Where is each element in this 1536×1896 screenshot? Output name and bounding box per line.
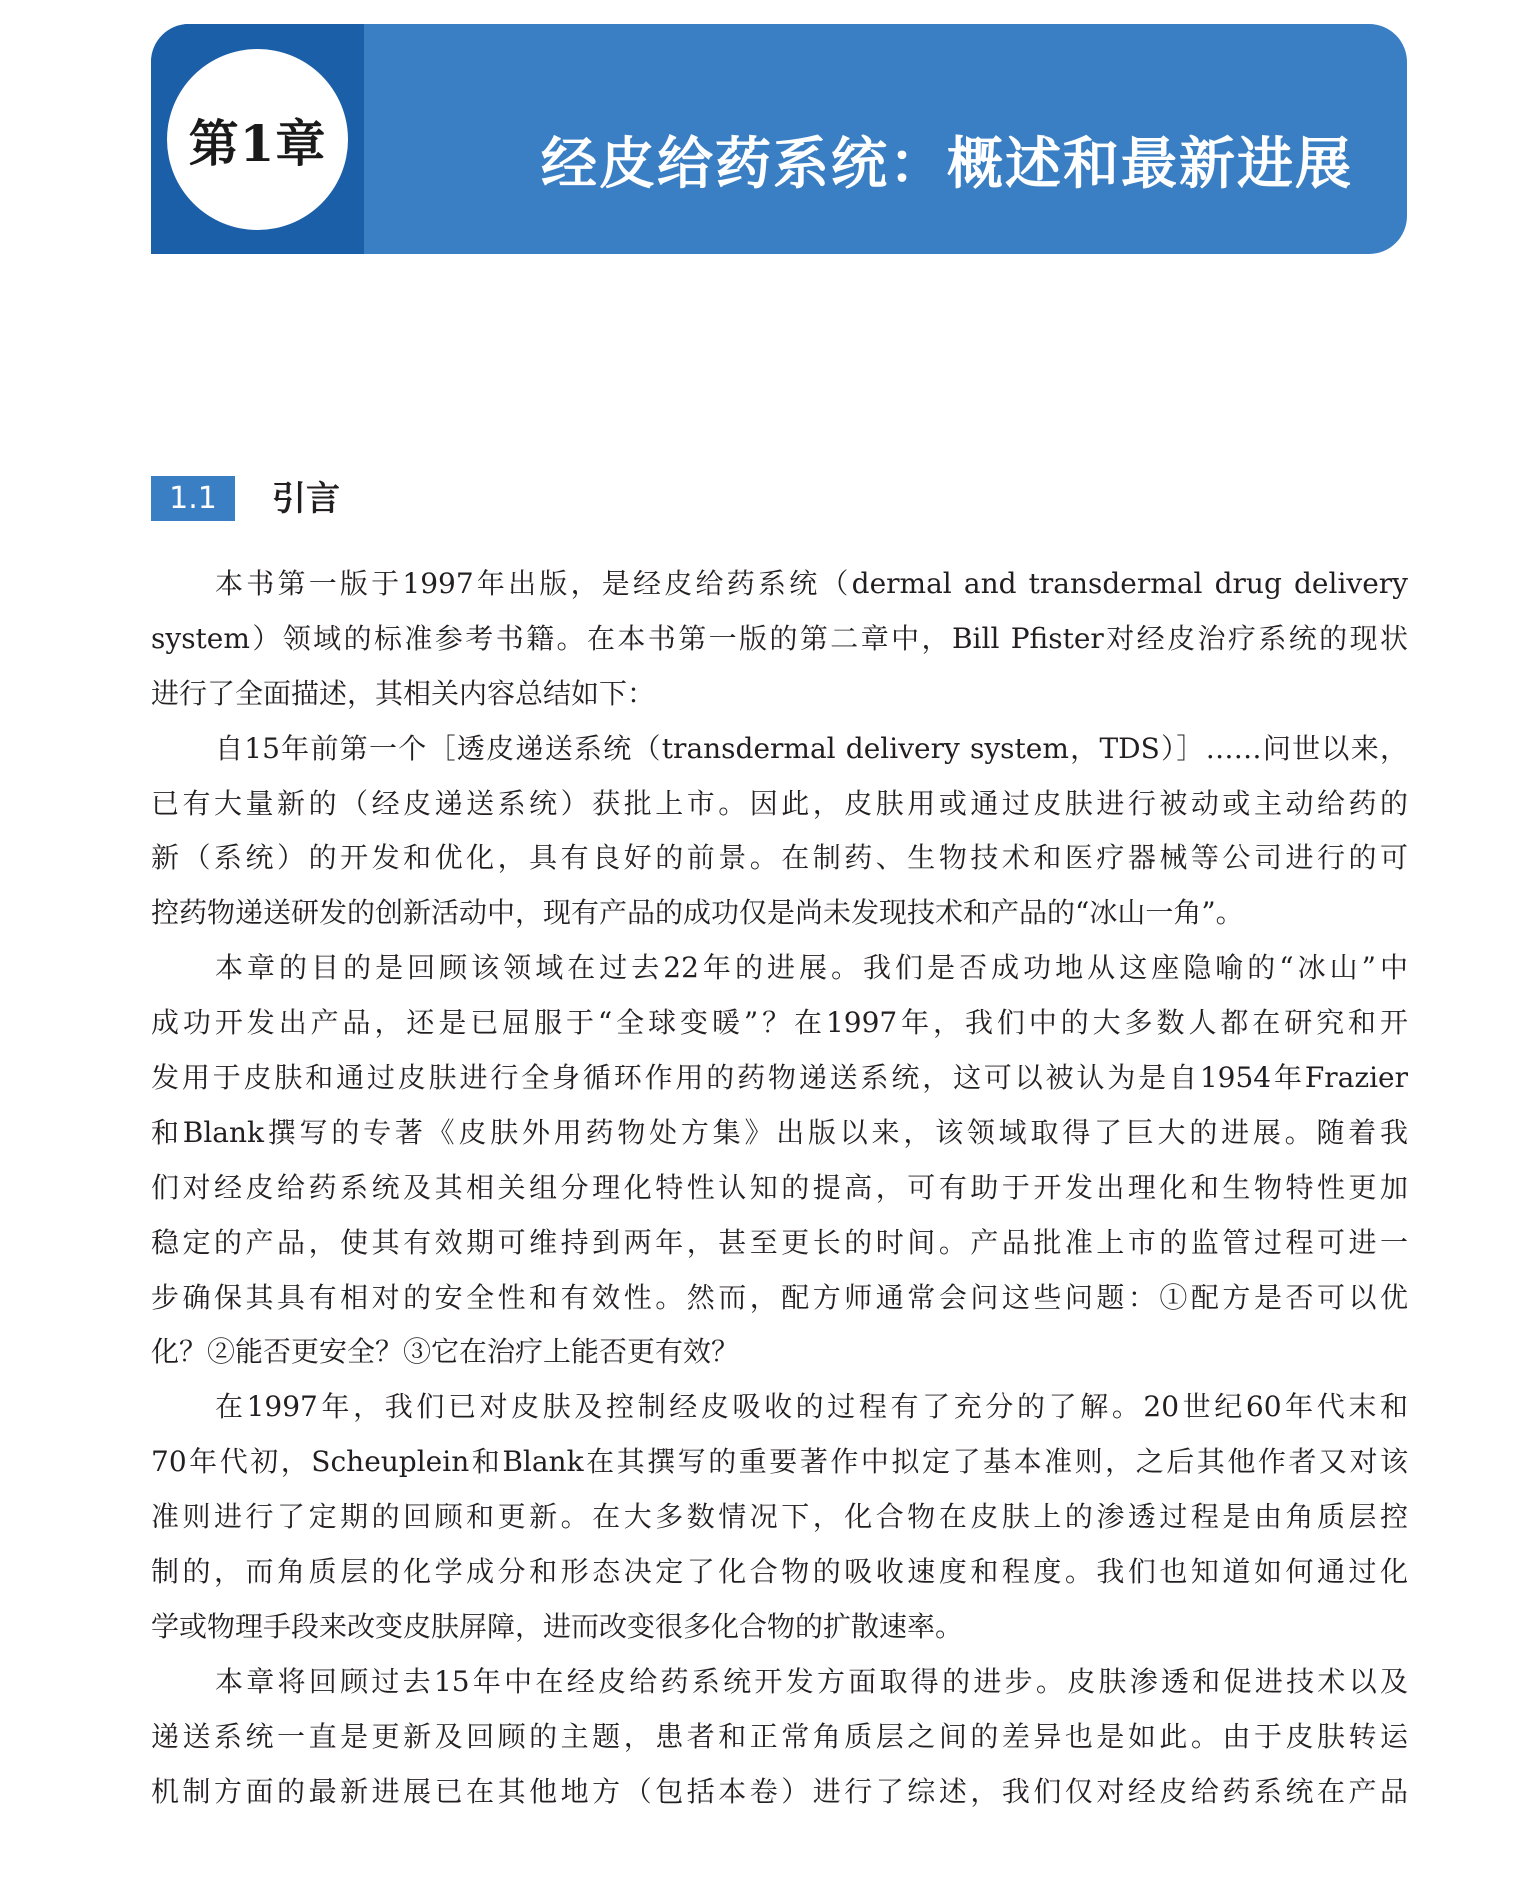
paragraph-line: 发用于皮肤和通过皮肤进行全身循环作用的药物递送系统，这可以被认为是自1954年Frazier <box>151 1061 1408 1095</box>
paragraph-line: 成功开发出产品，还是已屈服于“全球变暖”？在1997年，我们中的大多数人都在研究和开 <box>151 1006 1408 1040</box>
paragraph-line: 进行了全面描述，其相关内容总结如下： <box>151 676 656 710</box>
paragraph-line: 本书第一版于1997年出版，是经皮给药系统（dermal and transdermal drug delivery <box>215 567 1408 600</box>
paragraph-line: 制的，而角质层的化学成分和形态决定了化合物的吸收速度和程度。我们也知道如何通过化 <box>151 1555 1408 1589</box>
paragraph-line: 在1997年，我们已对皮肤及控制经皮吸收的过程有了充分的了解。20世纪60年代末和 <box>215 1390 1408 1424</box>
paragraph-line: 和Blank撰写的专著《皮肤外用药物处方集》出版以来，该领域取得了巨大的进展。随着我 <box>151 1115 1408 1149</box>
paragraph-line: 步确保其具有相对的安全性和有效性。然而，配方师通常会问这些问题：①配方是否可以优 <box>151 1280 1408 1314</box>
chapter-label: 第1章 <box>188 113 327 173</box>
chapter-title: 经皮给药系统：概述和最新进展 <box>541 131 1353 197</box>
paragraph-line: 本章将回顾过去15年中在经皮给药系统开发方面取得的进步。皮肤渗透和促进技术以及 <box>215 1664 1408 1698</box>
paragraph-line: 准则进行了定期的回顾和更新。在大多数情况下，化合物在皮肤上的渗透过程是由角质层控 <box>151 1500 1408 1534</box>
quote-line: 控药物递送研发的创新活动中，现有产品的成功仅是尚未发现技术和产品的“冰山一角”。 <box>151 896 1244 930</box>
paragraph-line: 本章的目的是回顾该领域在过去22年的进展。我们是否成功地从这座隐喻的“冰山”中 <box>215 951 1408 985</box>
paragraph-line: 化？②能否更安全？③它在治疗上能否更有效？ <box>151 1335 740 1369</box>
chapter-number-badge <box>167 49 348 230</box>
paragraph-line: 机制方面的最新进展已在其他地方（包括本卷）进行了综述，我们仅对经皮给药系统在产品 <box>151 1774 1408 1808</box>
section-number: 1.1 <box>151 476 235 521</box>
paragraph-line: 学或物理手段来改变皮肤屏障，进而改变很多化合物的扩散速率。 <box>151 1609 964 1643</box>
paragraph-line: 稳定的产品，使其有效期可维持到两年，甚至更长的时间。产品批准上市的监管过程可进一 <box>151 1225 1408 1259</box>
quote-line: 新（系统）的开发和优化，具有良好的前景。在制药、生物技术和医疗器械等公司进行的可 <box>151 841 1408 875</box>
paragraph-line: 们对经皮给药系统及其相关组分理化特性认知的提高，可有助于开发出理化和生物特性更加 <box>151 1170 1408 1204</box>
paragraph-line: 递送系统一直是更新及回顾的主题，患者和正常角质层之间的差异也是如此。由于皮肤转运 <box>151 1719 1408 1753</box>
paragraph-line: system）领域的标准参考书籍。在本书第一版的第二章中，Bill Pfister对经皮治疗系统的现状 <box>151 621 1408 655</box>
section-title: 引言 <box>272 479 340 519</box>
quote-line: 已有大量新的（经皮递送系统）获批上市。因此，皮肤用或通过皮肤进行被动或主动给药的 <box>151 786 1408 820</box>
body-text <box>151 557 1408 1819</box>
quote-line: 自15年前第一个［透皮递送系统（transdermal delivery system，TDS）］……问世以来， <box>215 731 1408 765</box>
paragraph-line: 70年代初，Scheuplein和Blank在其撰写的重要著作中拟定了基本准则，之后其他作者又对该 <box>151 1445 1408 1479</box>
